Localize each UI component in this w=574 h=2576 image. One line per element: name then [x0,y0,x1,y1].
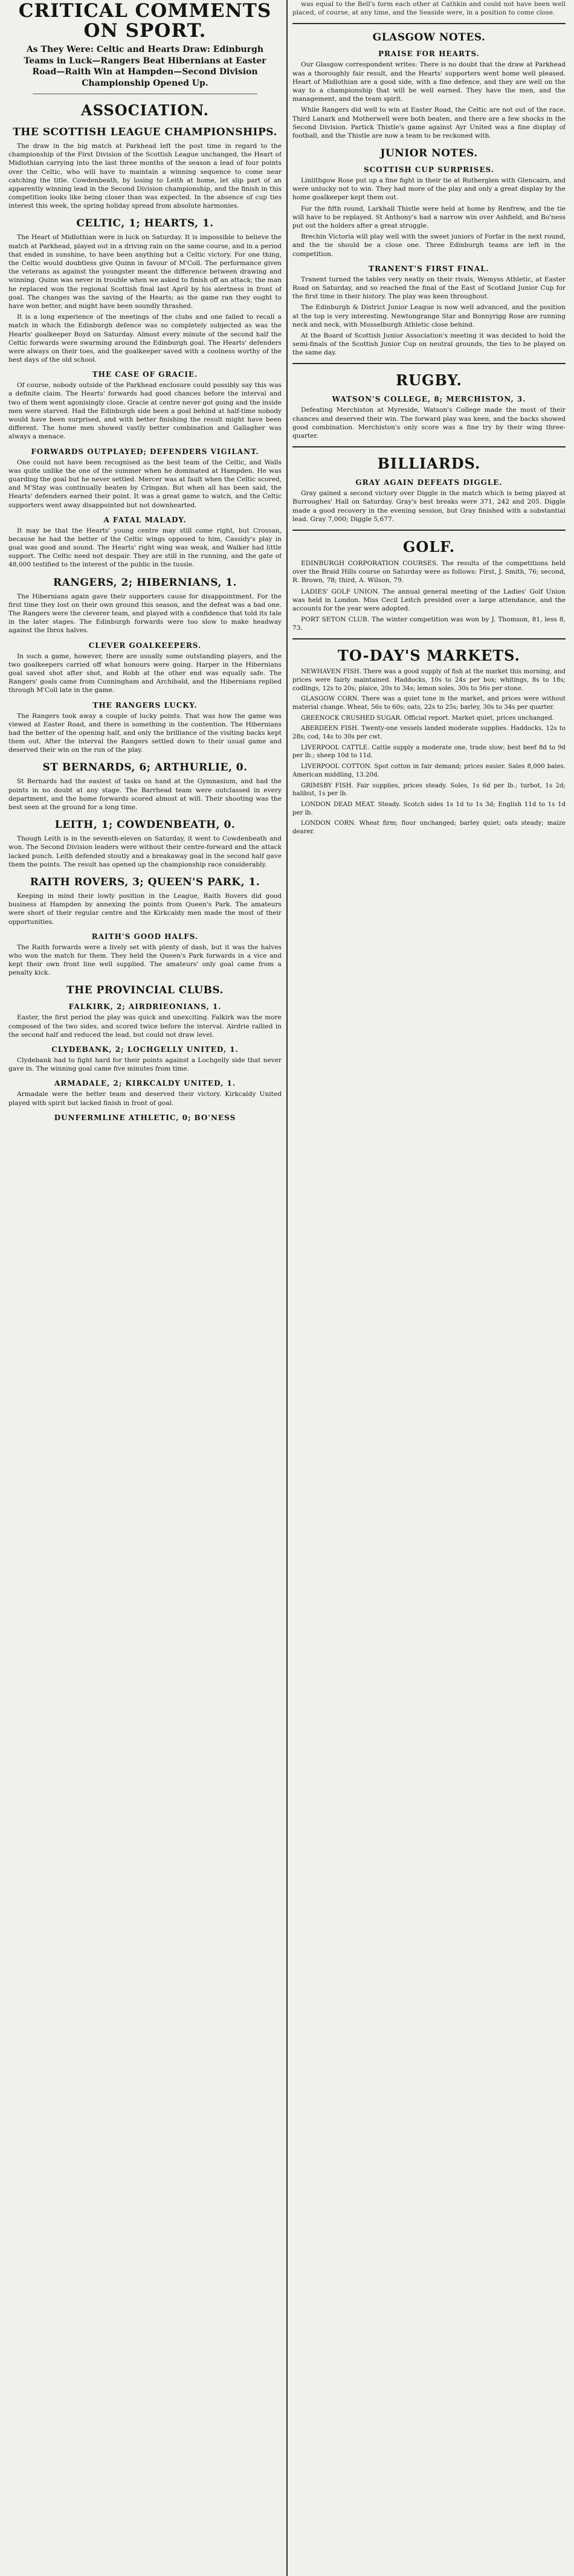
paragraph: It may be that the Hearts' young centre may still come right, but Crossan, because he had the better of the Celtic wings opposed to him, Cassidy's play in goal was good and sound. The Hearts' right wing was weak, and Walker had little support. The Celtic need not despair. They are still in the running, and the gate of 48,000 testified to the interest of the public in the tussle. [8,527,282,569]
paragraph: It is a long experience of the meetings of the clubs and one failed to recall a match in which the Edinburgh defence was so completely subjected as was the Hearts' goalkeeper Boyd on Saturday. Almost every minute of the second half the Celtic forwards were swarming around the Edinburgh goal. The Hearts' defenders were always on their toes, and the goalkeeper saved with a coolness worthy of the best days of the old school. [8,313,282,364]
divider [292,530,566,531]
match-title: RANGERS, 2; HIBERNIANS, 1. [53,576,237,589]
subheading: FALKIRK, 2; AIRDRIEONIANS, 1. [68,1002,222,1011]
paragraph: Tranent turned the tables very neatly on their rivals, Wemyss Athletic, at Easter Road on Saturday, and so reached the final of the East of Scotland Junior Cup for the first time in their history. The play was keen throughout. [292,275,566,301]
column-rule [286,0,288,2576]
subheading: A FATAL MALADY. [103,515,187,524]
divider [292,446,566,447]
divider [292,638,566,639]
paragraph: Linlithgow Rose put up a fine fight in their tie at Rutherglen with Glencairn, and were unlucky not to win. They had more of the play and only a great display by the home goalkeeper kept them out. [292,177,566,202]
subheading: THE RANGERS LUCKY. [92,700,198,710]
subheading: RAITH'S GOOD HALFS. [91,932,199,941]
paragraph: Though Leith is in the seventh-eleven on Saturday, it went to Cowdenbeath and won. The Second Division leaders were without their centre-forward and the attack lacked punch. Leith defended stoutly and a breakaway goal in the second half gave them the points. The result has opened up the championship race considerably. [8,835,282,868]
subheading: WATSON'S COLLEGE, 8; MERCHISTON, 3. [332,395,526,404]
paragraph: GREENOCK CRUSHED SUGAR. Official report. Market quiet, prices unchanged. [301,714,554,722]
paragraph: PORT SETON CLUB. The winter competition was won by J. Thomson, 81, less 8, 73. [292,616,566,632]
section-title-glasgow: GLASGOW NOTES. [372,31,486,44]
league-title: THE SCOTTISH LEAGUE CHAMPIONSHIPS. [13,126,277,138]
right-column [292,0,566,2576]
match-title: ST BERNARDS, 6; ARTHURLIE, 0. [42,761,248,774]
divider [292,363,566,364]
subheading: THE CASE OF GRACIE. [92,370,198,379]
section-title-provincial: THE PROVINCIAL CLUBS. [66,984,224,997]
paragraph: In such a game, however, there are usually some outstanding players, and the two goalkeepers carried off what honours were going. Harper in the Hibernians goal saved shot after shot, and Robb at the other end was equally safe. The Rangers' goals came from Cunningham and Archibald, and the Hibernians replied through M'Coll late in the game. [8,652,282,694]
section-title-markets: TO-DAY'S MARKETS. [338,647,520,665]
masthead: CRITICAL COMMENTS ON SPORT. [18,0,272,42]
paragraph: LONDON DEAD MEAT. Steady. Scotch sides 1s 1d to 1s 3d; English 11d to 1s 1d per lb. [292,801,566,816]
subheading: DUNFERMLINE ATHLETIC, 0; BO'NESS [54,1113,236,1122]
section-title-golf: GOLF. [402,537,456,556]
paragraph: The Heart of Midlothian were in luck on Saturday. It is impossible to believe the match at Parkhead, played out in a driving rain on the same course, and in a period that ended in sunshine, to have been anything but a Celtic victory. For one thing, the Celtic would doubtless give Quinn in favour of M'Coll. The performance given the veterans as against the youngster meant the difference between drawing and winning. Quinn was never in trouble when we asked to finish off an attack; the man he replaced won the regional Scottish final last April by his alertness in front of goal. The changes was the saving of the Hearts; as the game ran they ought to have won better, and might have been soundly thrashed. [8,234,282,310]
paragraph: For the fifth round, Larkhall Thistle were held at home by Renfrew, and the tie will have to be replayed. St Anthony's had a narrow win over Ashfield, and Bo'ness put out the holders after a great struggle. [292,205,566,229]
paragraph: The Rangers took away a couple of lucky points. That was how the game was viewed at Easter Road, and there is something in the contention. The Hibernians had the better of the opening half, and only the brilliance of the visiting backs kept them out. After the interval the Rangers settled down to their usual game and deserved their win on the run of the play. [8,712,282,754]
paragraph: Brechin Victoria will play well with the sweet juniors of Forfar in the next round, and the tie should be a close one. Three Edinburgh teams are left in the competition. [292,233,566,258]
headline-deck: As They Were: Celtic and Hearts Draw: Edinburgh Teams in Luck—Rangers Beat Hibernians at Easter Road—Raith Win at Hampden—Second Division Championship Opened Up. [24,45,266,88]
subheading: FORWARDS OUTPLAYED; DEFENDERS VIGILANT. [31,447,259,456]
paragraph: St Bernards had the easiest of tasks on hand at the Gymnasium, and had the points in no doubt at any stage. The Barrhead team were outclassed in every department, and the home forwards scored almost at will. Their shooting was the best seen at the ground for a long time. [8,778,282,812]
subheading: PRAISE FOR HEARTS. [378,50,480,59]
paragraph: was equal to the Bell's form each other at Cathkin and could not have been well placed, of course, at any time, and the Seaside were, in a position to come close. [292,1,566,17]
paragraph: LADIES' GOLF UNION. The annual general meeting of the Ladies' Golf Union was held in London. Miss Cecil Leitch presided over a large attendance, and the accounts for the year were adopted. [292,588,566,612]
subheading: SCOTTISH CUP SURPRISES. [363,165,495,175]
subheading: CLYDEBANK, 2; LOCHGELLY UNITED, 1. [51,1045,239,1054]
subheading: TRANENT'S FIRST FINAL. [369,264,489,273]
left-column [8,0,282,2576]
section-title-junior: JUNIOR NOTES. [380,147,478,160]
paragraph: Clydebank had to fight hard for their points against a Lochgelly side that never gave in. The winning goal came five minutes from time. [8,1057,282,1073]
paragraph: ABERDEEN FISH. Twenty-one vessels landed moderate supplies. Haddocks, 12s to 28s; cod, 14s to 30s per cwt. [292,725,566,741]
subheading: CLEVER GOALKEEPERS. [88,641,202,650]
paragraph: While Rangers did well to win at Easter Road, the Celtic are not out of the race. Third Lanark and Motherwell were both beaten, and there are a few shocks in the Second Division. Partick Thistle's game against Ayr United was a fine display of football, and the Thistle are now a team to be reckoned with. [292,106,566,139]
intro-paragraph: The draw in the big match at Parkhead left the post time in regard to the championship of the First Division of the Scottish League unchanged, the Heart of Midlothian carrying into the last three months of the season a lead of four points over the Celtic, who will have to maintain a winning sequence to come near catching the title. Cowdenbeath, by losing to Leith at home, let slip part of an apparently winning lead in the Second Division championship, and the finish in this competition looks like being closer than was expected. In the absence of cup ties interest this week, the spring holiday spread from absolute harmonies. [8,142,282,210]
match-title: LEITH, 1; COWDENBEATH, 0. [54,819,236,831]
paragraph: LIVERPOOL CATTLE. Cattle supply a moderate one, trade slow; best beef 8d to 9d per lb.; sheep 10d to 11d. [292,744,566,760]
paragraph: One could not have been recognised as the best team of the Celtic, and Walls was quite unlike the one of the summer when he dominated at Hampden. He was guarding the goal but he never settled. Mercer was at fault when the Celtic scored, and M'Stay was continually beaten by Cringan. But when all has been said, the Hearts' defenders earned their point. It was a great game to watch, and the Celtic supporters went away disappointed but not downhearted. [8,458,282,509]
paragraph: GRIMSBY FISH. Fair supplies, prices steady. Soles, 1s 6d per lb.; turbot, 1s 2d; halibut, 1s per lb. [292,782,566,798]
paragraph: EDINBURGH CORPORATION COURSES. The results of the competitions held over the Braid Hills course on Saturday were as follows: First, J. Smith, 76; second, R. Brown, 78; third, A. Wilson, 79. [292,559,566,585]
paragraph: The Hibernians again gave their supporters cause for disappointment. For the first time they lost on their own ground this season, and the defeat was a bad one. The Rangers were the cleverer team, and played with a confidence that told its tale in the later stages. The Edinburgh forwards were too slow to make headway against the Ibrox halves. [8,592,282,635]
paragraph: Defeating Merchiston at Myreside, Watson's College made the most of their chances and deserved their win. The forward play was keen, and the backs showed good combination. Merchiston's only score was a fine try by their wing three-quarter. [292,406,566,440]
match-title: RAITH ROVERS, 3; QUEEN'S PARK, 1. [30,876,260,888]
paragraph: Keeping in mind their lowly position in the League, Raith Rovers did good business at Hampden by annexing the points from Queen's Park. The amateurs were short of their regular centre and the Kirkcaldy men made the most of their opportunities. [8,892,282,926]
subheading: GRAY AGAIN DEFEATS DIGGLE. [355,478,503,487]
paragraph: Our Glasgow correspondent writes: There is no doubt that the draw at Parkhead was a thoroughly fair result, and the Hearts' supporters went home well pleased. Heart of Midlothian are a good side, with a fine defence, and they are well on the way to a championship that will be well earned. They have the men, and the management, and the team spirit. [292,61,566,103]
paragraph: Of course, nobody outside of the Parkhead enclosure could possibly say this was a definite claim. The Hearts' forwards had good chances before the interval and two of them went agonisingly close. Gracie at centre never got going and the inside men were starved. Had the Edinburgh side been a goal behind at half-time nobody would have been surprised, and with better finishing the result might have been different. The home men showed vastly better combination and Gallagher was always a menace. [8,382,282,441]
paragraph: GLASGOW CORN. There was a quiet tone in the market, and prices were without material change. Wheat, 56s to 60s; oats, 22s to 25s; barley, 30s to 34s per quarter. [292,696,566,711]
paragraph: LIVERPOOL COTTON. Spot cotton in fair demand; prices easier. Sales 8,000 bales. American middling, 13.20d. [292,763,566,778]
paragraph: Gray gained a second victory over Diggle in the match which is being played at Burroughes' Hall on Saturday. Gray's best breaks were 371, 242 and 205. Diggle made a good recovery in the evening session, but Gray finished with a substantial lead. Gray 7,000; Diggle 5,677. [292,490,566,523]
section-title-billiards: BILLIARDS. [377,455,481,473]
divider [292,23,566,24]
section-title: ASSOCIATION. [80,101,210,119]
paragraph: Easter, the first period the play was quick and unexciting. Falkirk was the more composed of the two sides, and scored twice before the interval. Airdrie rallied in the second half and reduced the lead, but could not draw level. [8,1014,282,1039]
match-title: CELTIC, 1; HEARTS, 1. [76,217,214,230]
paragraph: At the Board of Scottish Junior Association's meeting it was decided to hold the semi-finals of the Scottish Junior Cup on neutral grounds, the ties to be played on the same day. [292,332,566,357]
paragraph: The Edinburgh & District Junior League is now well advanced, and the position at the top is very interesting. Newtongrange Star and Bonnyrigg Rose are running neck and neck, with Musselburgh Athletic close behind. [292,304,566,328]
paragraph: The Raith forwards were a lively set with plenty of dash, but it was the halves who won the match for them. They held the Queen's Park forwards in a vice and kept their own front line well supplied. The amateurs' only goal came from a penalty kick. [8,943,282,977]
paragraph: Armadale were the better team and deserved their victory. Kirkcaldy United played with spirit but lacked finish in front of goal. [8,1091,282,1107]
subheading: ARMADALE, 2; KIRKCALDY UNITED, 1. [54,1079,236,1088]
paragraph: LONDON CORN. Wheat firm; flour unchanged; barley quiet; oats steady; maize dearer. [292,820,566,835]
section-title-rugby: RUGBY. [396,371,462,389]
paragraph: NEWHAVEN FISH. There was a good supply of fish at the market this morning, and prices were fairly maintained. Haddocks, 10s to 24s per box; whitings, 8s to 18s; codlings, 12s to 20s; plaice, 20s to 34s; lemon soles, 30s to 56s per stone. [292,668,566,692]
